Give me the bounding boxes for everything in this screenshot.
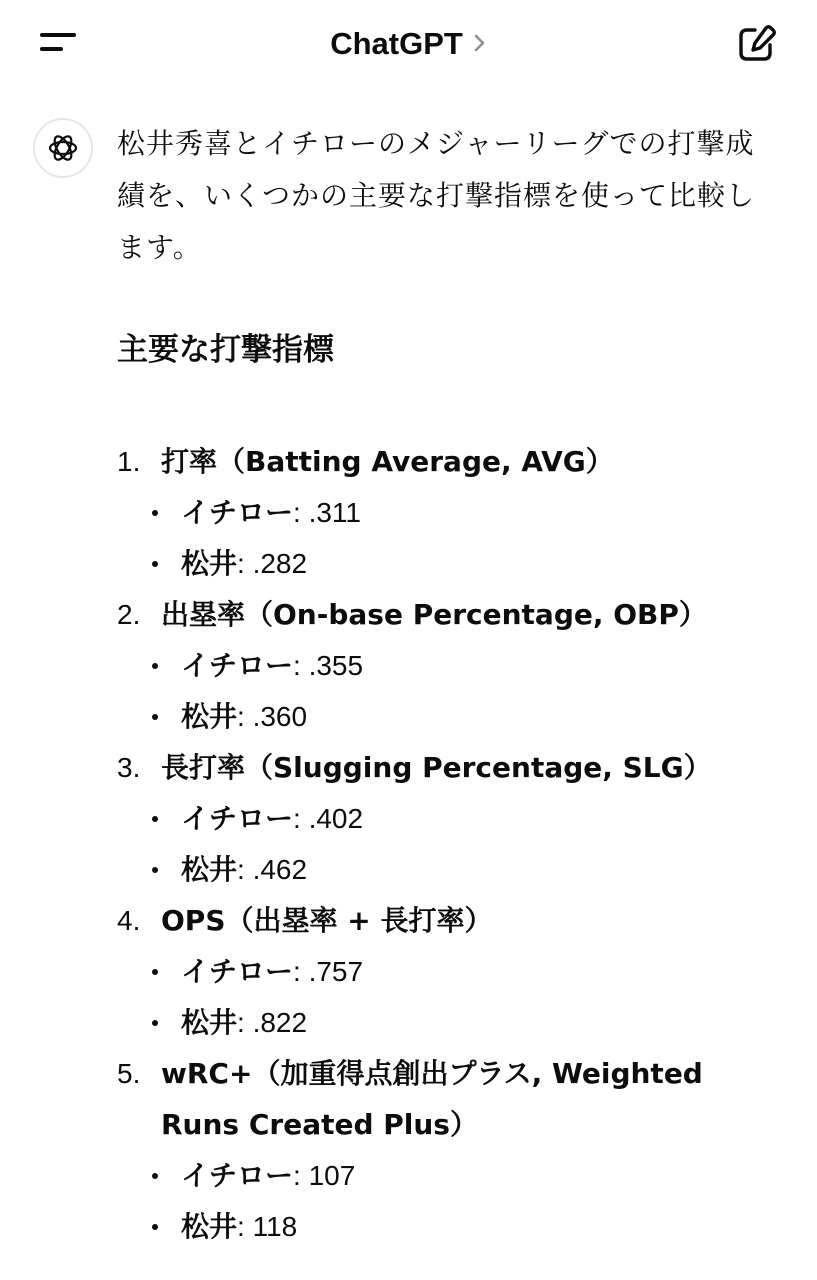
bullet — [152, 867, 158, 873]
list-number: 5. — [117, 1058, 141, 1089]
bullet — [152, 1173, 158, 1179]
stat-value: : .282 — [237, 548, 308, 579]
stat-item — [117, 640, 757, 691]
metric-name: OPS（出塁率 + 長打率） — [161, 904, 493, 937]
metric-title — [117, 589, 757, 640]
stat-item — [117, 538, 757, 589]
metric-title — [117, 1048, 757, 1150]
bullet — [152, 1224, 158, 1230]
openai-logo-icon — [47, 132, 79, 164]
stat-value: : 107 — [293, 1160, 356, 1191]
message-intro: 松井秀喜とイチローのメジャーリーグでの打撃成績を、いくつかの主要な打撃指標を使って比較します。 — [117, 127, 756, 264]
top-bar — [0, 0, 817, 86]
stat-list — [117, 640, 757, 742]
metric-name: 打率（Batting Average, AVG） — [161, 445, 614, 478]
list-number: 1. — [117, 446, 141, 477]
metric-item — [117, 742, 757, 895]
bullet — [152, 510, 158, 516]
stat-item — [117, 691, 757, 742]
metric-name: 長打率（Slugging Percentage, SLG） — [161, 751, 712, 784]
stat-item — [117, 946, 757, 997]
stat-value: : 118 — [237, 1211, 298, 1242]
list-number: 4. — [117, 905, 141, 936]
bullet — [152, 816, 158, 822]
player-name: 松井 — [181, 1210, 238, 1243]
player-name: 松井 — [181, 853, 238, 886]
player-name: イチロー — [181, 955, 294, 988]
player-name: イチロー — [181, 802, 294, 835]
metric-title — [117, 742, 757, 793]
player-name: イチロー — [181, 496, 294, 529]
bullet — [152, 969, 158, 975]
bullet — [152, 714, 158, 720]
player-name: イチロー — [181, 1159, 294, 1192]
edit-icon — [736, 24, 778, 64]
stat-value: : .822 — [237, 1007, 308, 1038]
metric-item — [117, 589, 757, 742]
app-title: ChatGPT — [330, 26, 463, 61]
player-name: 松井 — [181, 700, 238, 733]
bullet — [152, 1020, 158, 1026]
stat-item — [117, 997, 757, 1048]
metric-name: wRC+（加重得点創出プラス, Weighted Runs Created Plus） — [161, 1057, 703, 1141]
stat-list — [117, 487, 757, 589]
metric-name: 出塁率（On-base Percentage, OBP） — [161, 598, 707, 631]
bullet — [152, 561, 158, 567]
list-number: 3. — [117, 752, 141, 783]
metric-item — [117, 1048, 757, 1252]
stat-list — [117, 793, 757, 895]
bullet — [152, 663, 158, 669]
stat-list — [117, 946, 757, 1048]
metric-item — [117, 436, 757, 589]
stat-item — [117, 793, 757, 844]
chevron-right-icon — [473, 33, 487, 53]
stat-list — [117, 1150, 757, 1252]
section-heading: 主要な打撃指標 — [117, 332, 334, 368]
metric-title — [117, 895, 757, 946]
stat-value: : .360 — [237, 701, 308, 732]
model-selector-button[interactable] — [330, 22, 487, 66]
new-chat-button[interactable] — [736, 24, 778, 64]
stat-value: : .402 — [293, 803, 364, 834]
stat-item — [117, 1201, 757, 1252]
metric-title — [117, 436, 757, 487]
list-number: 2. — [117, 599, 141, 630]
stat-item — [117, 844, 757, 895]
stat-value: : .757 — [293, 956, 364, 987]
player-name: 松井 — [181, 547, 238, 580]
title-area — [0, 22, 817, 66]
stat-item — [117, 487, 757, 538]
stat-value: : .355 — [293, 650, 364, 681]
stat-value: : .311 — [293, 497, 361, 528]
player-name: イチロー — [181, 649, 294, 682]
player-name: 松井 — [181, 1006, 238, 1039]
metrics-list — [117, 436, 757, 1252]
stat-value: : .462 — [237, 854, 308, 885]
metric-item — [117, 895, 757, 1048]
stat-item — [117, 1150, 757, 1201]
assistant-avatar — [33, 118, 93, 178]
assistant-message — [117, 118, 757, 1243]
